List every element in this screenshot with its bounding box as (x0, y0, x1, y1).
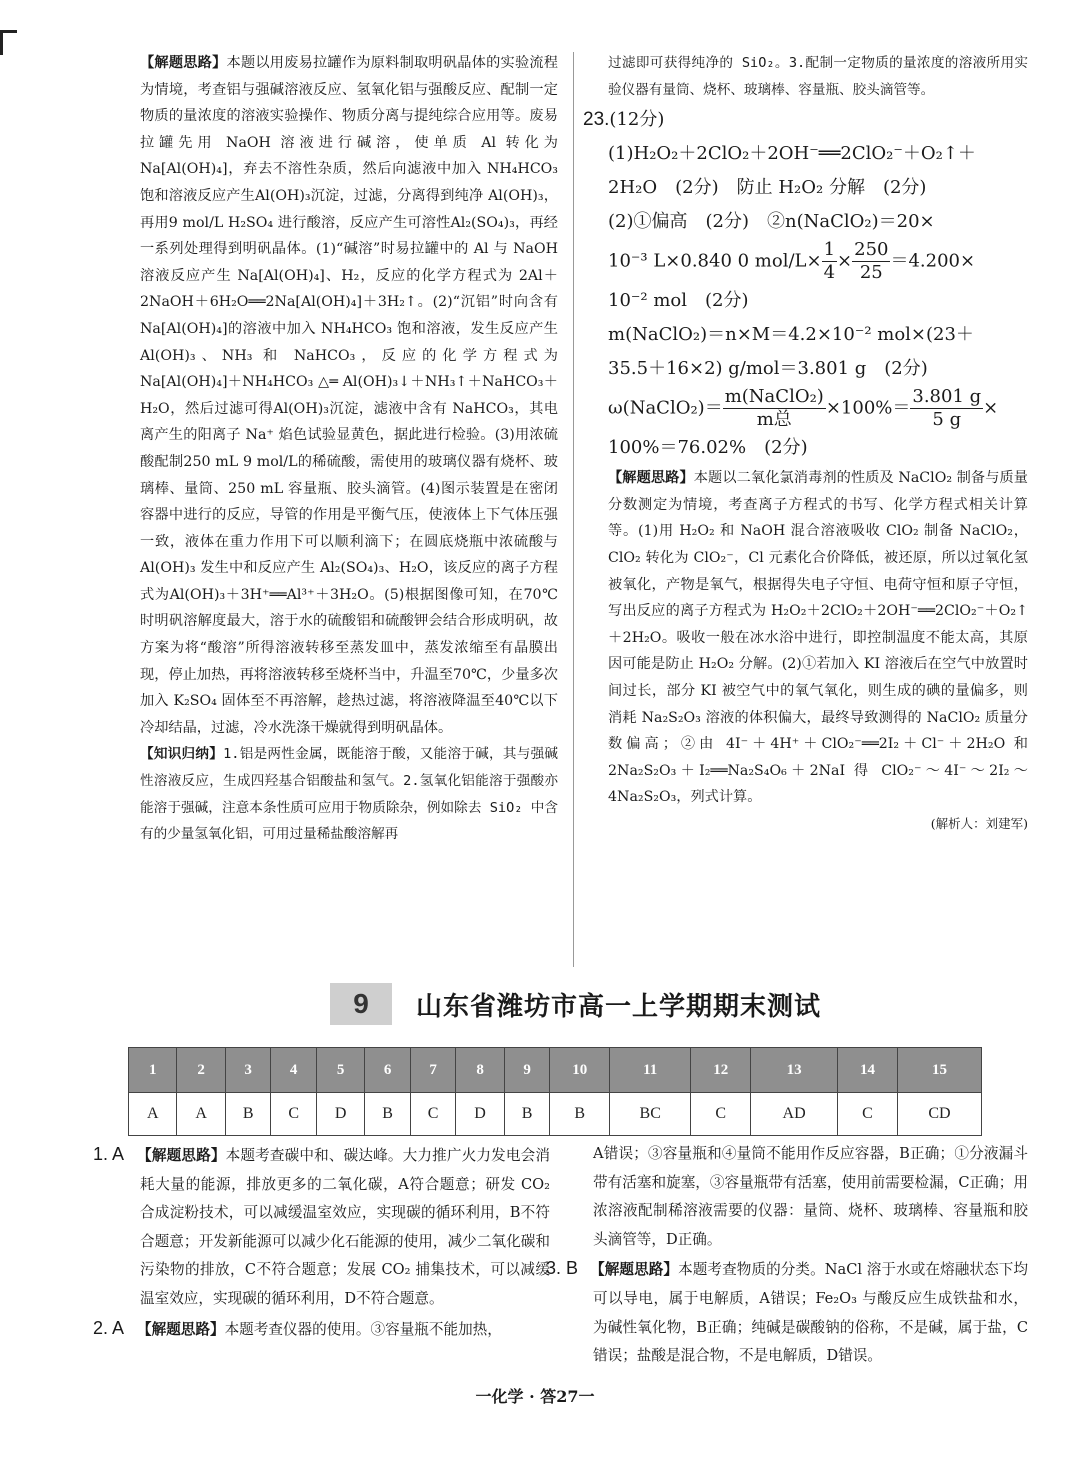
fraction (852, 239, 890, 284)
q3-paragraph (546, 1254, 1028, 1370)
question-number-cell: 12 (691, 1048, 751, 1093)
left-column (140, 50, 558, 848)
numerator: 3.801 g (912, 386, 982, 408)
q23-text: × (983, 397, 999, 419)
answer-cell: D (456, 1093, 504, 1136)
question-23-answer (583, 103, 1028, 465)
answer-cell: C (271, 1093, 317, 1136)
right-column (583, 50, 1028, 838)
answer-cell: B (225, 1093, 271, 1136)
q2-paragraph (93, 1314, 550, 1345)
answer-table-values (129, 1093, 982, 1136)
section-heading (330, 983, 821, 1025)
denominator: 4 (823, 262, 836, 284)
question-number-cell: 14 (838, 1048, 898, 1093)
q23-line (608, 386, 1028, 431)
q23-line: (2)①偏高 (2分) ②n(NaClO₂)＝20× (608, 211, 935, 233)
q1-number: 1. A (93, 1144, 125, 1164)
answer-cell: C (838, 1093, 898, 1136)
knowledge-text: 1.铝是两性金属，既能溶于酸，又能溶于碱，其与强碱性溶液反应，生成四羟基合铝酸盐和氢气。2.氢氧化铝能溶于强酸亦能溶于强碱，注意本条性质可应用于物质除杂，例如除去 SiO₂ 中含有的少量氢氧化铝，可用过量稀盐酸溶解再 (140, 746, 559, 843)
question-number-cell: 1 (129, 1048, 177, 1093)
analysis-text: 本题以用废易拉罐作为原料制取明矾晶体的实验流程为情境，考查铝与强碱溶液反应、氢氧化铝与强酸反应、配制一定物质的量浓度的溶液实验操作、物质分离与提纯综合应用等。废易拉罐先用 NaOH 溶液进行碱溶，使单质 Al 转化为 Na[Al(OH)₄]，弃去不溶性杂质，然后向滤液中加入 NH₄HCO₃ 饱和溶液反应产生Al(OH)₃沉淀，过滤，分离得到纯净 Al(OH)₃，再用9 mol/L H₂SO₄ 进行酸溶，反应产生可溶性Al₂(SO₄)₃，再经一系列处理得到明矾晶体。(1)“碱溶”时易拉罐中的 Al 与 NaOH 溶液反应产生 Na[Al(OH)₄]、H₂，反应的化学方程式为 2Al＋2NaOH＋6H₂O══2Na[Al(OH)₄]＋3H₂↑。(2)“沉铝”时向含有 Na[Al(OH)₄]的溶液中加入 NH₄HCO₃ 饱和溶液，发生反应产生 Al(OH)₃、NH₃ 和 NaHCO₃，反应的化学方程式为 Na[Al(OH)₄]＋NH₄HCO₃ △═ Al(OH)₃↓＋NH₃↑＋NaHCO₃＋H₂O，然后过滤可得Al(OH)₃沉淀，滤液中含有 NaHCO₃，其电离产生的阳离子 Na⁺ 焰色试验显黄色，据此进行检验。(3)用浓硫酸配制250 mL 9 mol/L的稀硫酸，需使用的玻璃仪器有烧杯、玻璃棒、量筒、250 mL 容量瓶、胶头滴管。(4)图示装置是在密闭容器中进行的反应，导管的作用是平衡气压，使液体上下气体压强一致，液体在重力作用下可以顺利滴下；在圆底烧瓶中浓硫酸与 Al(OH)₃ 发生中和反应产生 Al₂(SO₄)₃、H₂O，该反应的离子方程式为Al(OH)₃＋3H⁺══Al³⁺＋3H₂O。(5)根据图像可知，在70℃时明矾溶解度最大，溶于水的硫酸铝和硫酸钾会结合形成明矾，故方案为将“酸溶”所得溶液转移至蒸发皿中，蒸发浓缩至有晶膜出现，停止加热，再将溶液转移至烧杯当中，升温至70℃，少量多次加入 K₂SO₄ 固体至不再溶解，趁热过滤，将溶液降温至40℃以下冷却结晶，过滤，冷水洗涤干燥就得到明矾晶体。 (140, 55, 558, 736)
analysis-tag: 【解题思路】 (608, 470, 694, 487)
numerator: m(NaClO₂) (724, 386, 824, 408)
answer-cell: D (316, 1093, 364, 1136)
answer-table (128, 1047, 982, 1136)
q3-number: 3. B (546, 1258, 579, 1279)
q23-line: 10⁻² mol (2分) (608, 290, 749, 312)
q23-header (583, 103, 1028, 137)
knowledge-tag: 【知识归纳】 (140, 746, 224, 763)
corner-mark (0, 30, 17, 55)
answer-cell: B (550, 1093, 610, 1136)
bottom-right-column (546, 1140, 1028, 1371)
bottom-left-column (93, 1140, 550, 1344)
section-title: 山东省潍坊市高一上学期期末测试 (416, 991, 822, 1022)
answer-cell: C (410, 1093, 456, 1136)
question-number-cell: 7 (410, 1048, 456, 1093)
q2-number: 2. A (93, 1317, 125, 1338)
q3-text: 本题考查物质的分类。NaCl 溶于水或在熔融状态下均可以导电，属于电解质，A错误；Fe₂O₃ 与酸反应生成铁盐和水，为碱性氧化物，B正确；纯碱是碳酸钠的俗称，不是碱，属于盐，C错误；盐酸是混合物，不是电解质，D错误。 (593, 1261, 1028, 1365)
answer-cell: A (177, 1093, 225, 1136)
fraction (822, 239, 837, 284)
knowledge-paragraph (140, 741, 558, 847)
right-analysis-paragraph (608, 465, 1028, 811)
q2-text: 本题考查仪器的使用。③容量瓶不能加热， (224, 1320, 502, 1338)
q23-text: ＝4.200× (890, 250, 976, 272)
numerator: 250 (854, 239, 889, 261)
q1-paragraph (93, 1140, 550, 1314)
q23-line (608, 239, 1028, 284)
answer-cell: CD (897, 1093, 981, 1136)
question-number-cell: 15 (897, 1048, 981, 1093)
question-number-cell: 9 (504, 1048, 550, 1093)
section-number: 9 (330, 983, 392, 1025)
q23-line: 2H₂O (2分) 防止 H₂O₂ 分解 (2分) (608, 177, 927, 199)
answer-cell: BC (610, 1093, 691, 1136)
q1-text: 本题考查碳中和、碳达峰。大力推广火力发电会消耗大量的能源，排放更多的二氧化碳，A符合题意；研发 CO₂ 合成淀粉技术，可以减缓温室效应，实现碳的循环利用，B不符合题意；开发新能源可以减少化石能源的使用，减少二氧化碳和污染物的排放，C不符合题意；发展 CO₂ 捕集技术，可以减缓温室效应，实现碳的循环利用，D不符合题意。 (140, 1147, 550, 1307)
q23-line: m(NaClO₂)＝n×M＝4.2×10⁻² mol×(23＋ (608, 324, 974, 346)
q23-text: ×100%＝ (825, 397, 911, 419)
q23-text: 10⁻³ L×0.840 0 mol/L× (608, 250, 822, 272)
analysis-tag: 【解题思路】 (137, 1320, 225, 1338)
analysis-text: 本题以二氧化氯消毒剂的性质及 NaClO₂ 制备与质量分数测定为情境，考查离子方程式的书写、化学方程式相关计算等。(1)用 H₂O₂ 和 NaOH 混合溶液吸收 ClO₂ 制备 NaClO₂，ClO₂ 转化为 ClO₂⁻，Cl 元素化合价降低，被还原，所以过氧化氢被氧化，产物是氧气，根据得失电子守恒、电荷守恒和原子守恒，写出反应的离子方程式为 H₂O₂＋2ClO₂＋2OH⁻══2ClO₂⁻＋O₂↑＋2H₂O。吸收一般在冰水浴中进行，即控制温度不能太高，其原因可能是防止 H₂O₂ 分解。(2)①若加入 KI 溶液后在空气中放置时间过长，部分 KI 被空气中的氧气氧化，则生成的碘的量偏多，则消耗 Na₂S₂O₃ 溶液的体积偏大，最终导致测得的 NaClO₂ 质量分数偏高；②由 4I⁻＋4H⁺＋ClO₂⁻══2I₂＋Cl⁻＋2H₂O 和 2Na₂S₂O₃＋I₂══Na₂S₄O₆＋2NaI 得 ClO₂⁻～4I⁻～2I₂～4Na₂S₂O₃，列式计算。 (608, 470, 1028, 806)
numerator: 1 (823, 239, 836, 261)
analysis-tag: 【解题思路】 (137, 1147, 226, 1164)
analyst-signature: (解析人：刘建军) (930, 815, 1028, 831)
answer-cell: AD (751, 1093, 838, 1136)
question-number-cell: 3 (225, 1048, 271, 1093)
page-footer: 一化学 · 答27一 (475, 1387, 595, 1406)
answer-table-header (129, 1048, 982, 1093)
fraction (723, 386, 826, 431)
q23-line: 100%＝76.02% (2分) (608, 437, 808, 459)
answer-cell: B (504, 1093, 550, 1136)
answer-cell: A (129, 1093, 177, 1136)
denominator: 25 (859, 262, 883, 284)
q23-line: (1)H₂O₂＋2ClO₂＋2OH⁻══2ClO₂⁻＋O₂↑＋ (608, 143, 976, 165)
analysis-tag: 【解题思路】 (140, 55, 227, 71)
question-number-cell: 10 (550, 1048, 610, 1093)
question-number-cell: 11 (610, 1048, 691, 1093)
question-number-cell: 13 (751, 1048, 838, 1093)
answer-cell: B (365, 1093, 411, 1136)
q23-line: 35.5＋16×2) g/mol＝3.801 g (2分) (608, 358, 928, 380)
q23-text: ω(NaClO₂)＝ (608, 397, 723, 419)
column-divider (573, 52, 574, 967)
denominator: m总 (756, 409, 792, 431)
question-number-cell: 8 (456, 1048, 504, 1093)
question-number-cell: 6 (365, 1048, 411, 1093)
question-number-cell: 4 (271, 1048, 317, 1093)
left-analysis-paragraph (140, 50, 558, 741)
answer-cell: C (691, 1093, 751, 1136)
q23-number: 23. (583, 109, 610, 131)
q23-points: (12分) (609, 109, 665, 131)
analysis-tag: 【解题思路】 (590, 1261, 679, 1279)
question-number-cell: 5 (316, 1048, 364, 1093)
fraction (910, 386, 983, 431)
continued-note: 过滤即可获得纯净的 SiO₂。3.配制一定物质的量浓度的溶液所用实验仪器有量筒、烧杯、玻璃棒、容量瓶、胶头滴管等。 (608, 55, 1028, 98)
q2-continued: A错误；③容量瓶和④量筒不能用作反应容器，B正确；①分液漏斗带有活塞和旋塞，③容量瓶带有活塞，使用前需要检漏，C正确；用浓溶液配制稀溶液需要的仪器：量筒、烧杯、玻璃棒、容量瓶和胶头滴管等，D正确。 (593, 1145, 1028, 1248)
question-number-cell: 2 (177, 1048, 225, 1093)
denominator: 5 g (932, 409, 962, 431)
times-sign: × (837, 250, 853, 272)
